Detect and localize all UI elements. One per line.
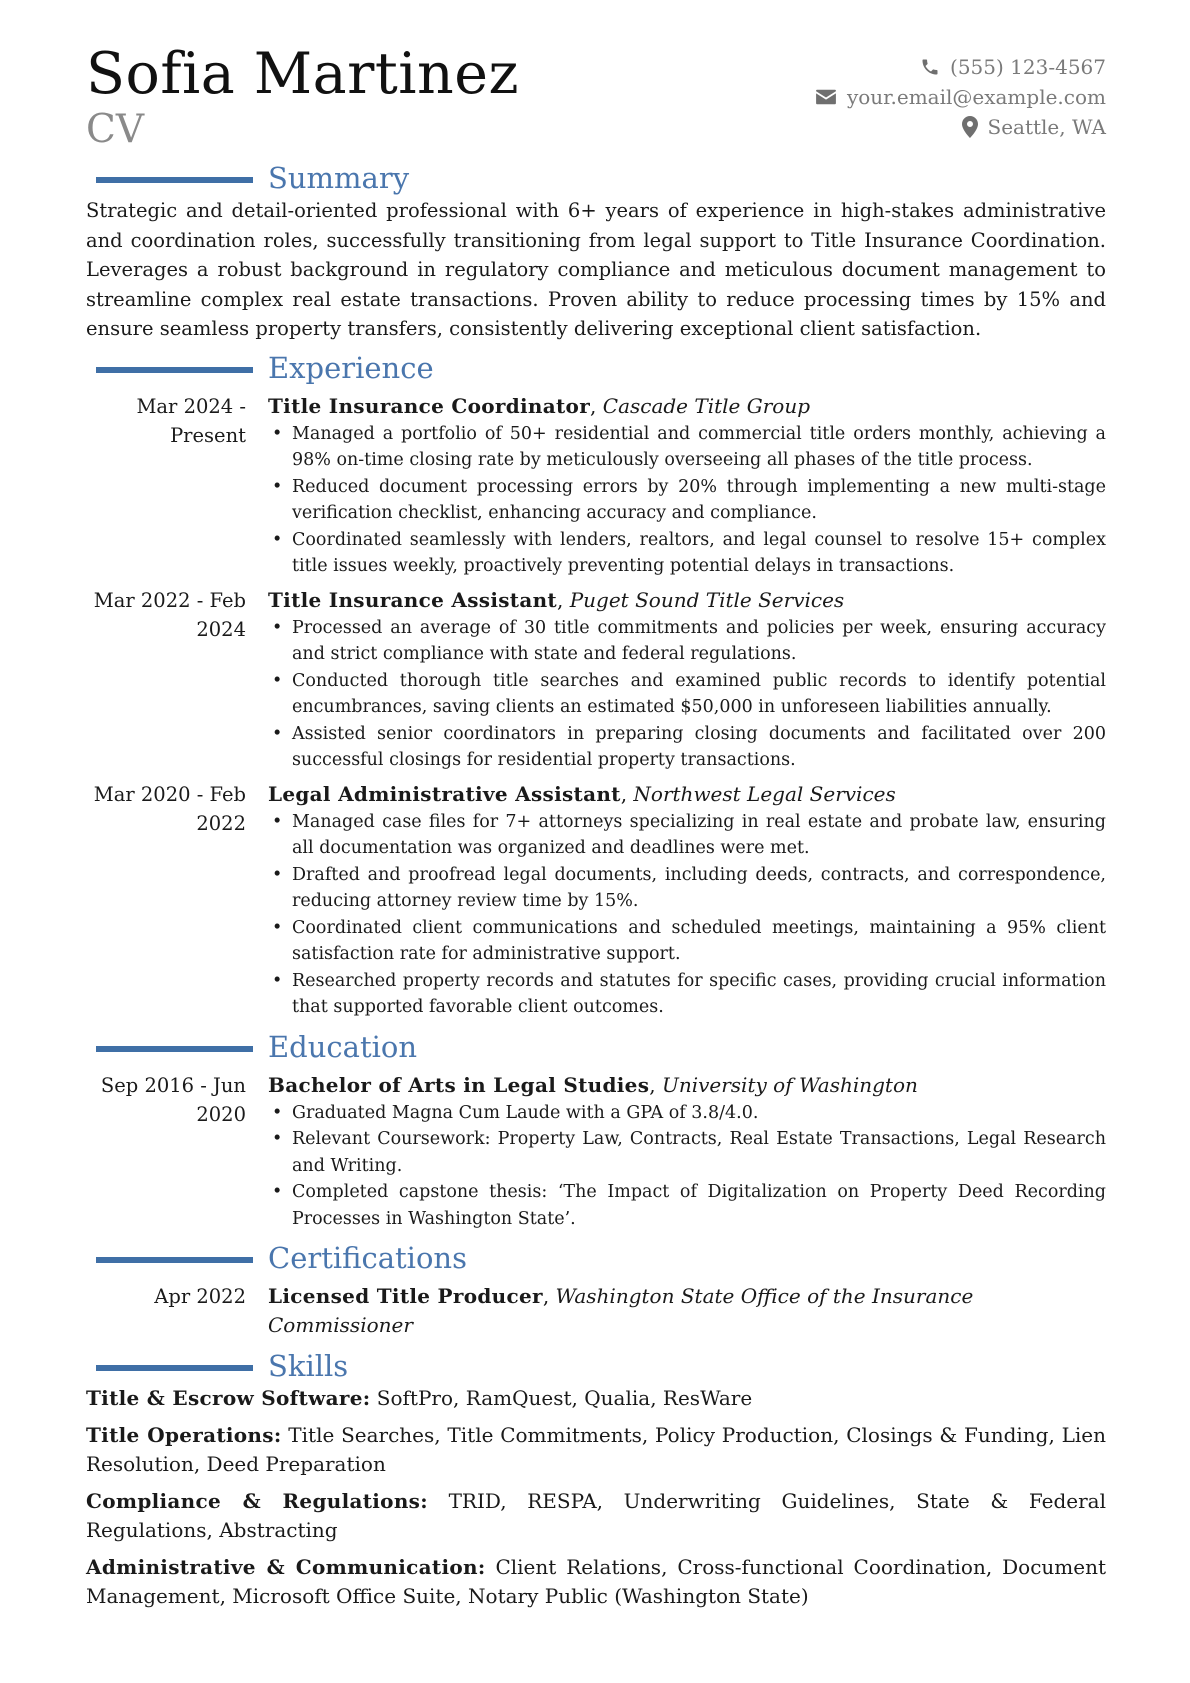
bullet-list bbox=[268, 1100, 1106, 1233]
entry-date: Apr 2022 bbox=[154, 1285, 246, 1308]
entry-role: Licensed Title Producer bbox=[268, 1284, 543, 1308]
entry-separator: , bbox=[556, 587, 570, 612]
skill-category: Compliance & Regulations: bbox=[86, 1489, 428, 1513]
skills-list bbox=[86, 1384, 1106, 1611]
bullet-item: • Managed case files for 7+ attorneys specializing in real estate and probate law, ensuring all documentation was organized and deadlines were met. bbox=[268, 809, 1106, 862]
entry-organization: Northwest Legal Services bbox=[633, 781, 896, 806]
contact-location bbox=[815, 112, 1106, 142]
entry-title bbox=[268, 780, 1106, 809]
entry-role: Legal Administrative Assistant bbox=[268, 781, 621, 806]
section-accent-bar bbox=[96, 367, 253, 373]
entry-organization: Puget Sound Title Services bbox=[569, 587, 845, 612]
section-certifications-heading bbox=[86, 1240, 1106, 1276]
skill-spacer bbox=[486, 1555, 496, 1579]
envelope-icon bbox=[815, 88, 837, 106]
bullet-item: • Reduced document processing errors by 20% through implementing a new multi-stage verification checklist, enhancing accuracy and compliance. bbox=[268, 474, 1106, 527]
resume-header bbox=[86, 38, 1106, 156]
location-text: Seattle, WA bbox=[987, 115, 1106, 139]
contact-email[interactable] bbox=[815, 82, 1106, 112]
bullet-item: • Conducted thorough title searches and examined public records to identify potential encumbrances, saving clients an estimated $50,000 in unforeseen liabilities annually. bbox=[268, 668, 1106, 721]
section-title: Summary bbox=[268, 161, 410, 195]
bullet-item: • Managed a portfolio of 50+ residential and commercial title orders monthly, achieving a 98% on-time closing rate by meticulously overseeing all phases of the title process. bbox=[268, 421, 1106, 474]
entry-body bbox=[268, 586, 1106, 774]
experience-list bbox=[86, 392, 1106, 1021]
entry-role: Title Insurance Coordinator bbox=[268, 393, 591, 418]
summary-text: Strategic and detail-oriented professional with 6+ years of experience in high-stakes administrative and coordination roles, successfully transitioning from legal support to Title Insurance Coordination. Leverages a robust background in regulatory compliance and meticulous document management to streamline complex real estate transactions. Proven ability to reduce processing times by 15% and ensure seamless property transfers, consistently delivering exceptional client satisfaction. bbox=[86, 199, 1106, 340]
entry-title bbox=[268, 1282, 1106, 1340]
certifications-list bbox=[86, 1282, 1106, 1340]
email-address[interactable]: your.email@example.com bbox=[846, 85, 1106, 109]
entry-date: Mar 2020 - Feb 2022 bbox=[93, 782, 246, 835]
skill-row bbox=[86, 1421, 1106, 1479]
skill-row bbox=[86, 1384, 1106, 1413]
document-subtitle: CV bbox=[86, 107, 145, 152]
entry-organization: Washington State Office of the Insurance Commissioner bbox=[268, 1284, 974, 1337]
entry-separator: , bbox=[620, 781, 634, 806]
bullet-list bbox=[268, 421, 1106, 580]
bullet-list bbox=[268, 809, 1106, 1021]
section-accent-bar bbox=[96, 1046, 253, 1052]
section-accent-bar bbox=[96, 177, 253, 183]
entry-separator: , bbox=[649, 1072, 662, 1097]
entry bbox=[86, 1071, 1106, 1233]
skill-category: Administrative & Communication: bbox=[86, 1555, 486, 1579]
bullet-item: • Completed capstone thesis: ‘The Impact of Digitalization on Property Deed Recording Processes in Washington State’. bbox=[268, 1179, 1106, 1232]
section-education-heading bbox=[86, 1029, 1106, 1065]
entry-body bbox=[268, 1282, 1106, 1340]
contact-info bbox=[815, 52, 1106, 142]
entry-date: Sep 2016 - Jun 2020 bbox=[100, 1073, 246, 1126]
bullet-item: • Drafted and proofread legal documents, including deeds, contracts, and correspondence, reducing attorney review time by 15%. bbox=[268, 862, 1106, 915]
entry-title bbox=[268, 392, 1106, 421]
entry bbox=[86, 586, 1106, 774]
phone-icon bbox=[920, 57, 940, 77]
candidate-name: Sofia Martinez bbox=[86, 41, 519, 107]
entry-organization: Cascade Title Group bbox=[602, 393, 811, 418]
entry-body bbox=[268, 780, 1106, 1021]
bullet-item: • Researched property records and statutes for specific cases, providing crucial information that supported favorable client outcomes. bbox=[268, 968, 1106, 1021]
entry-title bbox=[268, 1071, 1106, 1100]
skill-items: TRID, RESPA, Underwriting Guidelines, State & Federal Regulations, Abstracting bbox=[86, 1489, 1106, 1542]
section-summary-heading bbox=[86, 160, 1106, 196]
entry bbox=[86, 392, 1106, 580]
map-pin-icon bbox=[962, 116, 978, 138]
bullet-item: • Coordinated client communications and scheduled meetings, maintaining a 95% client satisfaction rate for administrative support. bbox=[268, 915, 1106, 968]
entry bbox=[86, 780, 1106, 1021]
skill-row bbox=[86, 1487, 1106, 1545]
section-skills-heading bbox=[86, 1348, 1106, 1384]
entry-organization: University of Washington bbox=[661, 1072, 918, 1097]
bullet-item: • Coordinated seamlessly with lenders, realtors, and legal counsel to resolve 15+ complex title issues weekly, proactively preventing potential delays in transactions. bbox=[268, 527, 1106, 580]
entry-date: Mar 2022 - Feb 2024 bbox=[93, 588, 246, 641]
education-list bbox=[86, 1071, 1106, 1233]
entry-separator: , bbox=[542, 1284, 556, 1308]
bullet-item: • Processed an average of 30 title commitments and policies per week, ensuring accuracy and strict compliance with state and federal regulations. bbox=[268, 615, 1106, 668]
entry-title bbox=[268, 586, 1106, 615]
entry bbox=[86, 1282, 1106, 1340]
skill-items: SoftPro, RamQuest, Qualia, ResWare bbox=[376, 1386, 753, 1410]
bullet-item: • Relevant Coursework: Property Law, Contracts, Real Estate Transactions, Legal Research and Writing. bbox=[268, 1126, 1106, 1179]
entry-body bbox=[268, 1071, 1106, 1233]
contact-phone bbox=[815, 52, 1106, 82]
section-accent-bar bbox=[96, 1257, 253, 1263]
skill-spacer bbox=[428, 1489, 449, 1513]
section-title: Certifications bbox=[268, 1241, 467, 1275]
section-experience-heading bbox=[86, 350, 1106, 386]
entry-role: Title Insurance Assistant bbox=[268, 587, 557, 612]
bullet-list bbox=[268, 615, 1106, 774]
entry-body bbox=[268, 392, 1106, 580]
bullet-item: • Assisted senior coordinators in preparing closing documents and facilitated over 200 successful closings for residential property transactions. bbox=[268, 721, 1106, 774]
entry-separator: , bbox=[590, 393, 603, 418]
resume-page bbox=[86, 38, 1106, 1619]
skill-items: Title Searches, Title Commitments, Policy Production, Closings & Funding, Lien Resolution, Deed Preparation bbox=[86, 1423, 1106, 1476]
entry-date: Mar 2024 - Present bbox=[136, 394, 246, 447]
skill-category: Title Operations: bbox=[86, 1423, 282, 1447]
phone-number: (555) 123-4567 bbox=[950, 55, 1106, 79]
skill-items: Client Relations, Cross-functional Coordination, Document Management, Microsoft Office Suite, Notary Public (Washington State) bbox=[86, 1555, 1106, 1608]
section-title: Skills bbox=[268, 1349, 349, 1383]
section-accent-bar bbox=[96, 1365, 253, 1371]
section-title: Education bbox=[268, 1029, 418, 1064]
entry-role: Bachelor of Arts in Legal Studies bbox=[268, 1072, 650, 1097]
skill-row bbox=[86, 1553, 1106, 1611]
bullet-item: • Graduated Magna Cum Laude with a GPA of 3.8/4.0. bbox=[268, 1100, 1106, 1127]
section-title: Experience bbox=[268, 350, 434, 385]
skill-category: Title & Escrow Software: bbox=[86, 1386, 371, 1410]
